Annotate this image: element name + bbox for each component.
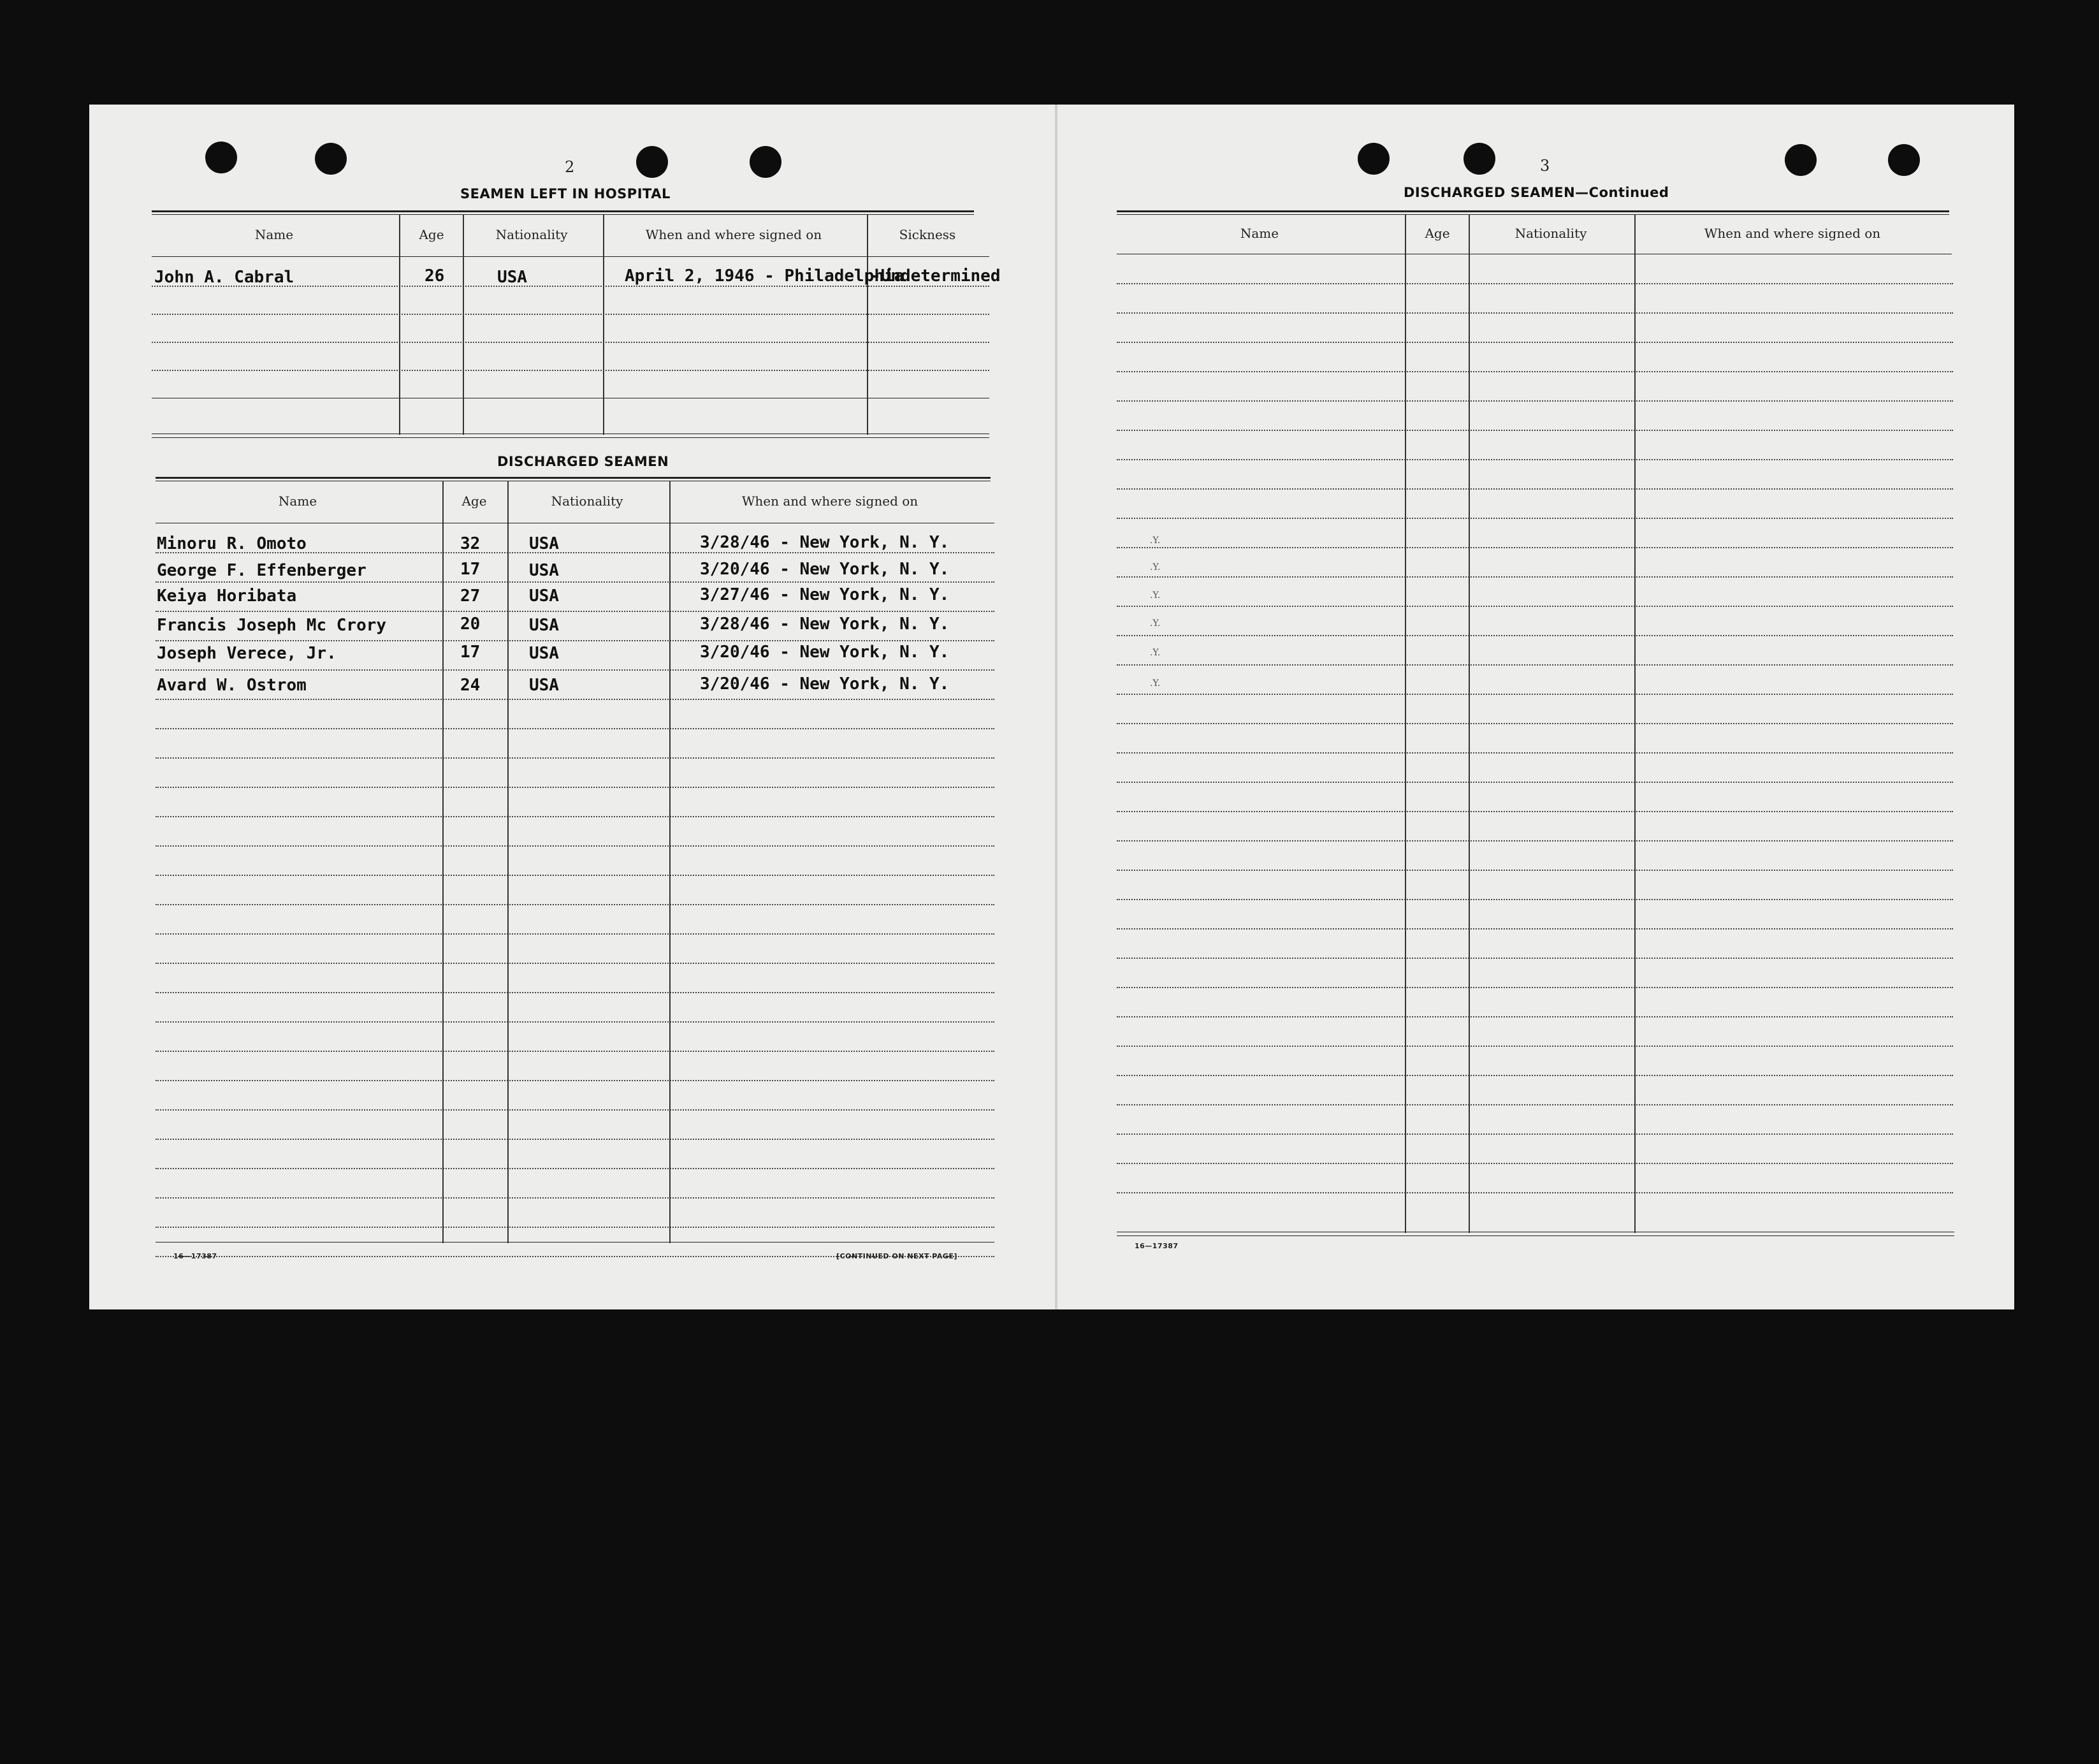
row-rule (156, 904, 994, 905)
row-rule (156, 1168, 994, 1169)
column-divider (603, 214, 604, 435)
column-divider (1634, 214, 1636, 1233)
column-header-signed: When and where signed on (645, 227, 822, 242)
row-rule (152, 342, 989, 343)
header-rule (152, 210, 974, 212)
check-mark: .Y. (1150, 536, 1161, 546)
seaman-signed-on: 3/27/46 - New York, N. Y. (700, 585, 950, 604)
check-mark: .Y. (1150, 678, 1161, 689)
row-rule (1117, 782, 1953, 783)
continued-note: [CONTINUED ON NEXT PAGE] (836, 1252, 957, 1260)
seaman-age: 24 (460, 676, 481, 695)
header-rule (1117, 214, 1949, 215)
row-rule (156, 963, 994, 964)
punch-hole (636, 146, 668, 178)
row-rule (156, 1139, 994, 1140)
row-rule (156, 640, 994, 641)
row-rule (156, 757, 994, 759)
row-rule (1117, 811, 1953, 812)
row-rule (156, 581, 994, 583)
punch-hole (750, 146, 781, 178)
column-header-nationality: Nationality (1514, 226, 1587, 241)
column-divider (507, 481, 509, 1243)
row-rule (1117, 371, 1953, 372)
seaman-age: 32 (460, 534, 481, 553)
row-rule (156, 992, 994, 993)
row-rule (1117, 987, 1953, 988)
row-rule (1117, 400, 1953, 402)
document-sheet (89, 105, 2014, 1309)
form-code-right: 16—17387 (1135, 1242, 1179, 1250)
row-rule (1117, 752, 1953, 754)
row-rule (1117, 1075, 1953, 1076)
punch-hole (1888, 144, 1920, 176)
row-rule (156, 611, 994, 612)
row-rule (1117, 1104, 1953, 1105)
seaman-name: Francis Joseph Mc Crory (157, 616, 387, 635)
row-rule (156, 1080, 994, 1081)
seaman-signed-on: 3/28/46 - New York, N. Y. (700, 615, 950, 634)
row-rule (1117, 430, 1953, 431)
row-rule (152, 370, 989, 371)
seaman-nationality: USA (497, 268, 527, 287)
row-rule (152, 314, 989, 315)
punch-hole (1785, 144, 1817, 176)
column-header-nationality: Nationality (551, 493, 623, 509)
row-rule (152, 437, 989, 438)
column-header-age: Age (1425, 226, 1450, 241)
row-rule (152, 256, 989, 257)
form-code-left: 16—17387 (173, 1252, 217, 1260)
header-rule (156, 477, 991, 479)
seaman-name: George F. Effenberger (157, 561, 367, 580)
seaman-nationality: USA (529, 587, 559, 606)
row-rule (1117, 312, 1953, 314)
row-rule (1117, 723, 1953, 724)
check-mark: .Y. (1150, 562, 1161, 572)
check-mark: .Y. (1150, 618, 1161, 629)
column-header-age: Age (419, 227, 444, 242)
column-divider (867, 214, 868, 435)
seaman-name: Avard W. Ostrom (157, 676, 307, 695)
row-rule (156, 1051, 994, 1052)
row-rule (1117, 1163, 1953, 1164)
column-divider (442, 481, 444, 1243)
seaman-age: 27 (460, 587, 481, 606)
page-fold (1055, 105, 1057, 1309)
seaman-signed-on: 3/20/46 - New York, N. Y. (700, 674, 950, 694)
row-rule (1117, 664, 1953, 666)
punch-hole (1358, 143, 1390, 175)
seaman-nationality: USA (529, 534, 559, 553)
seaman-name: Keiya Horibata (157, 587, 297, 606)
row-rule (1117, 928, 1953, 929)
row-rule (156, 1109, 994, 1111)
row-rule (1117, 518, 1953, 519)
check-mark: .Y. (1150, 590, 1161, 601)
row-rule (1117, 899, 1953, 900)
column-header-name: Name (254, 227, 294, 242)
header-rule (1117, 210, 1949, 212)
row-rule (1117, 1016, 1953, 1017)
page-number-left: 2 (565, 158, 575, 176)
column-divider (1405, 214, 1406, 1233)
row-rule (1117, 342, 1953, 343)
row-rule (156, 845, 994, 847)
row-rule (156, 875, 994, 876)
column-divider (669, 481, 671, 1243)
seaman-sickness: -Undetermined (871, 266, 1001, 286)
continued-title-suffix: —Continued (1575, 185, 1669, 200)
seaman-signed-on: 3/28/46 - New York, N. Y. (700, 533, 950, 552)
seaman-signed-on: April 2, 1946 - Philadelphia (625, 266, 904, 286)
column-header-name: Name (278, 493, 317, 509)
header-rule (152, 214, 974, 215)
column-header-name: Name (1240, 226, 1279, 241)
seaman-signed-on: 3/20/46 - New York, N. Y. (700, 643, 950, 662)
column-header-signed: When and where signed on (741, 493, 919, 509)
row-rule (1117, 1133, 1953, 1135)
row-rule (156, 699, 994, 700)
row-rule (1117, 283, 1953, 284)
row-rule (156, 1197, 994, 1199)
column-divider (1469, 214, 1470, 1233)
seaman-age: 20 (460, 615, 481, 634)
seaman-nationality: USA (529, 561, 559, 580)
seaman-name: John A. Cabral (154, 268, 294, 287)
continued-section-title (1404, 185, 1669, 200)
seaman-signed-on: 3/20/46 - New York, N. Y. (700, 560, 950, 579)
row-rule (1117, 547, 1953, 548)
seaman-age: 26 (425, 266, 445, 286)
row-rule (1117, 1046, 1953, 1047)
row-rule (1117, 576, 1953, 578)
punch-hole (205, 142, 237, 173)
seaman-age: 17 (460, 560, 481, 579)
seaman-nationality: USA (529, 644, 559, 663)
seaman-nationality: USA (529, 616, 559, 635)
punch-hole (315, 143, 347, 175)
row-rule (1117, 958, 1953, 959)
seaman-nationality: USA (529, 676, 559, 695)
row-rule (156, 1227, 994, 1228)
discharged-section-title: DISCHARGED SEAMEN (497, 454, 669, 469)
row-rule (1117, 1192, 1953, 1193)
column-header-nationality: Nationality (495, 227, 568, 242)
row-rule (156, 728, 994, 729)
row-rule (1117, 635, 1953, 636)
column-divider (463, 214, 464, 435)
table-bottom-rule (156, 1242, 994, 1243)
row-rule (1117, 870, 1953, 871)
row-rule (1117, 694, 1953, 695)
seaman-name: Joseph Verece, Jr. (157, 644, 337, 663)
row-rule (156, 816, 994, 817)
hospital-section-title: SEAMEN LEFT IN HOSPITAL (460, 186, 671, 201)
column-divider (399, 214, 400, 435)
row-rule (156, 669, 994, 671)
row-rule (1117, 459, 1953, 460)
row-rule (1117, 606, 1953, 607)
row-rule (1117, 488, 1953, 490)
seaman-name: Minoru R. Omoto (157, 534, 307, 553)
column-header-age: Age (461, 493, 487, 509)
column-header-signed: When and where signed on (1704, 226, 1881, 241)
page-number-right: 3 (1540, 157, 1550, 175)
row-rule (156, 787, 994, 788)
row-rule (156, 1021, 994, 1023)
column-header-sickness: Sickness (899, 227, 956, 242)
continued-title-main: DISCHARGED SEAMEN (1404, 185, 1576, 200)
seaman-age: 17 (460, 643, 481, 662)
check-mark: .Y. (1150, 648, 1161, 658)
row-rule (1117, 840, 1953, 842)
row-rule (156, 933, 994, 935)
punch-hole (1463, 143, 1495, 175)
